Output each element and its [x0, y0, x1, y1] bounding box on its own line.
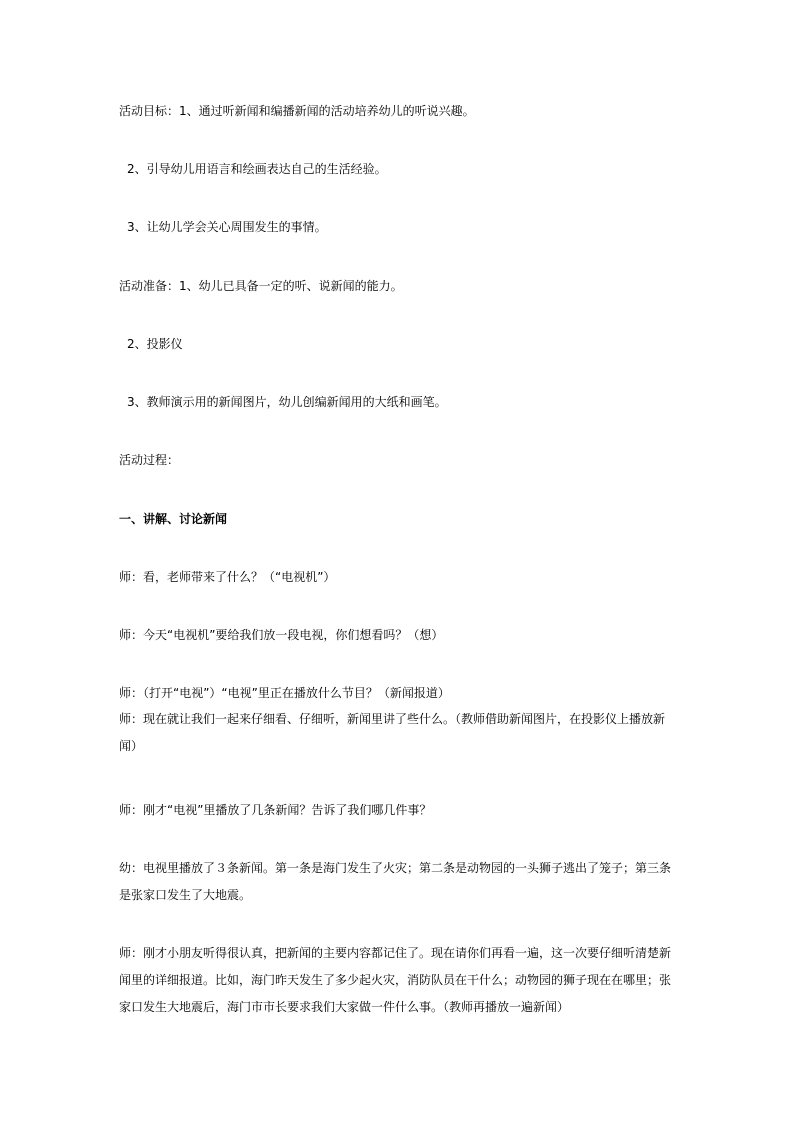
goal-paragraph-1: 活动目标：1、通过听新闻和编播新闻的活动培养幼儿的听说兴趣。	[119, 104, 475, 118]
dialogue-line-3: 师：（打开“电视”）“电视”里正在播放什么节目？（新闻报道）	[119, 686, 450, 700]
section-heading-1: 一、讲解、讨论新闻	[119, 512, 228, 526]
goal-paragraph-2: 2、引导幼儿用语言和绘画表达自己的生活经验。	[127, 162, 387, 176]
goal-paragraph-3: 3、让幼儿学会关心周围发生的事情。	[127, 220, 327, 234]
dialogue-line-2: 师：今天“电视机”要给我们放一段电视，你们想看吗？（想）	[119, 628, 444, 642]
dialogue-line-5: 师：刚才“电视”里播放了几条新闻？告诉了我们哪几件事？	[119, 803, 432, 817]
prep-paragraph-2: 2、投影仪	[127, 337, 183, 351]
dialogue-line-1: 师：看，老师带来了什么？（“电视机”）	[119, 570, 336, 584]
prep-paragraph-3: 3、教师演示用的新闻图片，幼儿创编新闻用的大纸和画笔。	[127, 395, 447, 409]
dialogue-line-7: 师：刚才小朋友听得很认真，把新闻的主要内容都记住了。现在请你们再看一遍，这一次要仔细听清楚新闻里的详细报道。比如，海门昨天发生了多少起火灾，消防队员在干什么；动物园的狮子现在在哪里；张家口发生大地震后，海门市市长要求我们大家做一件什么事。（教师再播放一遍新闻）	[119, 946, 672, 1014]
process-heading: 活动过程：	[119, 453, 180, 467]
prep-paragraph-1: 活动准备：1、幼儿已具备一定的听、说新闻的能力。	[119, 279, 403, 293]
dialogue-line-4: 师：现在就让我们一起来仔细看、仔细听，新闻里讲了些什么。（教师借助新闻图片，在投影仪上播放新闻）	[119, 712, 666, 753]
dialogue-line-6: 幼：电视里播放了３条新闻。第一条是海门发生了火灾；第二条是动物园的一头狮子逃出了笼子；第三条是张家口发生了大地震。	[119, 861, 672, 902]
